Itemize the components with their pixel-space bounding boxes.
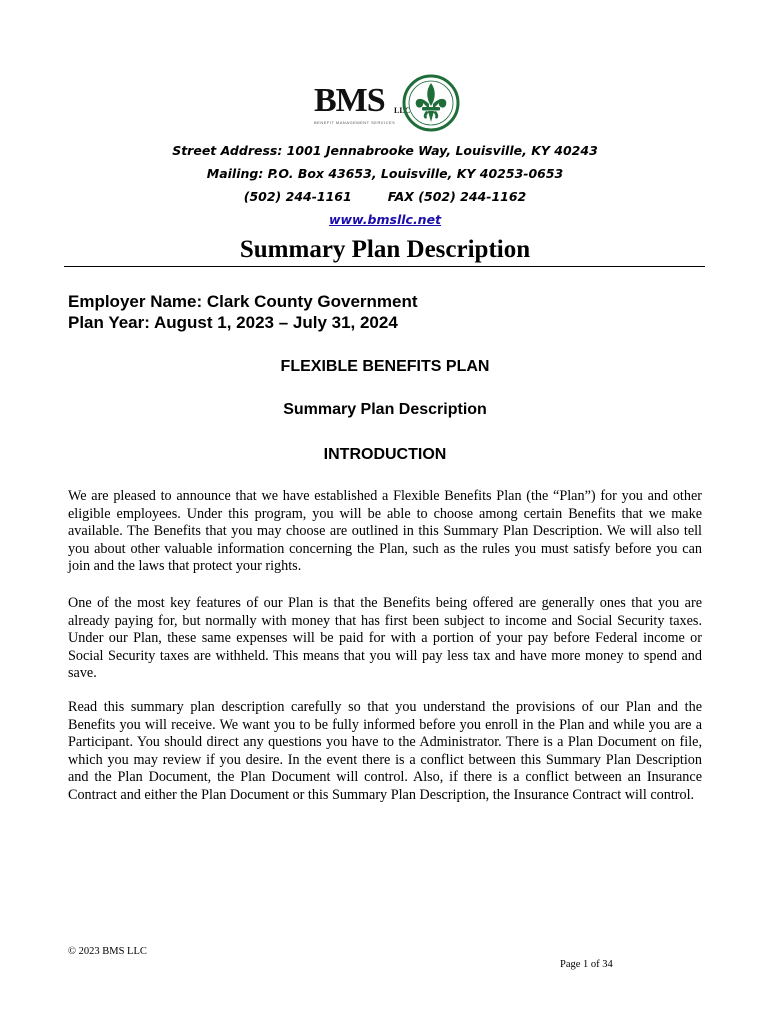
phone-fax-line <box>0 189 770 204</box>
company-logo <box>310 70 460 134</box>
page-title: Summary Plan Description <box>239 236 531 263</box>
website-link[interactable]: www.bmsllc.net <box>328 212 442 227</box>
copyright-notice: © 2023 BMS LLC <box>68 946 147 957</box>
website-line <box>0 212 770 227</box>
phone-number: (502) 244-1161 <box>243 189 352 204</box>
employer-name: Employer Name: Clark County Government <box>68 292 418 311</box>
intro-paragraph-3: Read this summary plan description carefully so that you understand the provisions of our Plan and the Benefits you will receive. We want you to be fully informed before you enroll in the Plan and while you are a Participant. You should direct any questions you have to the Administrator. There is a Plan Document on file, which you may review if you desire. In the event there is a conflict between this Summary Plan Description and the Plan Document, the Plan Document will control. Also, if there is a conflict between an Insurance Contract and either the Plan Document or this Summary Plan Description, the Insurance Contract will control. <box>68 699 702 803</box>
logo-tagline: BENEFIT MANAGEMENT SERVICES <box>314 120 396 125</box>
title-divider <box>64 266 705 267</box>
page-number: Page 1 of 34 <box>560 959 613 970</box>
logo-name: BMS <box>314 82 385 119</box>
fax-number: FAX (502) 244-1162 <box>387 189 527 204</box>
mailing-address: Mailing: P.O. Box 43653, Louisville, KY 40253-0653 <box>206 166 564 181</box>
intro-paragraph-1: We are pleased to announce that we have established a Flexible Benefits Plan (the “Plan”) for you and other eligible employees. Under this program, you will be able to choose among certain Benefits that we make available. The Benefits that you may choose are outlined in this Summary Plan Description. We will also tell you about other valuable information concerning the Plan, such as the rules you must satisfy before you can join and the laws that protect your rights. <box>68 488 702 575</box>
intro-paragraph-2: One of the most key features of our Plan is that the Benefits being offered are generally ones that you are already paying for, but normally with money that has first been subject to income and Social Security taxes. Under our Plan, these same expenses will be paid for with a portion of your pay before Federal income or Social Security taxes are withheld. This means that you will pay less tax and have more money to spend and save. <box>68 595 702 682</box>
fleur-de-lis-icon <box>402 74 460 132</box>
logo-suffix: LLC <box>394 106 411 115</box>
street-address: Street Address: 1001 Jennabrooke Way, Louisville, KY 40243 <box>172 143 598 158</box>
plan-heading: FLEXIBLE BENEFITS PLAN <box>280 358 490 375</box>
plan-year: Plan Year: August 1, 2023 – July 31, 2024 <box>68 313 398 332</box>
spd-heading: Summary Plan Description <box>283 401 487 418</box>
introduction-heading: INTRODUCTION <box>323 446 447 463</box>
